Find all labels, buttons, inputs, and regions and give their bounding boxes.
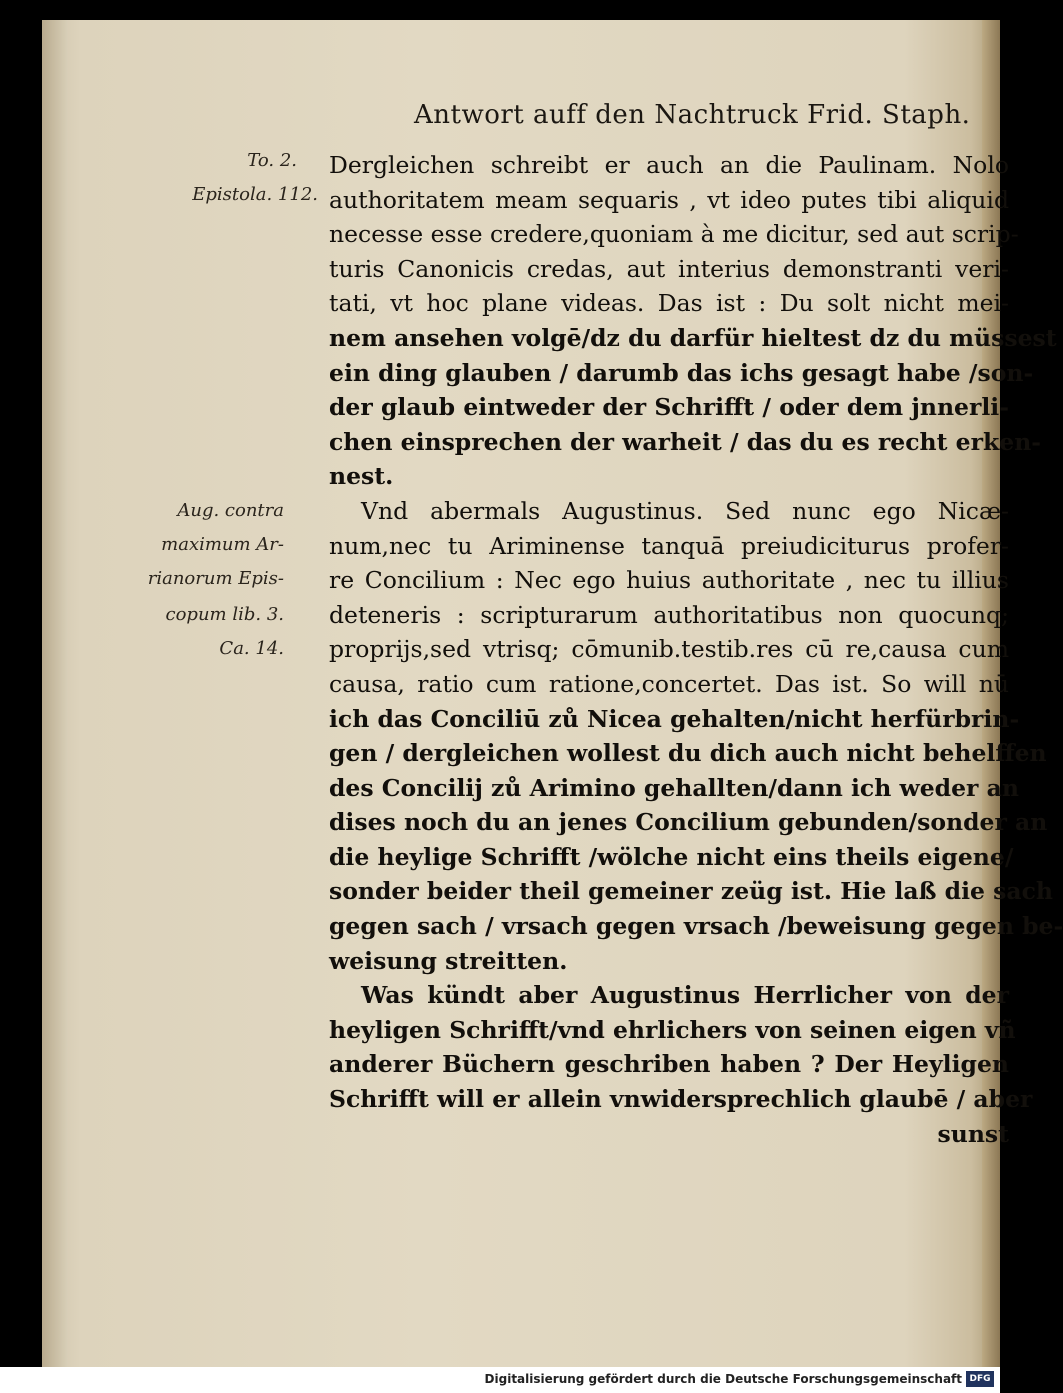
text-line: dises noch du an jenes Concilium gebunden/sonder an	[329, 808, 1048, 837]
text-line: ich das Conciliū zů Nicea gehalten/nicht herfürbrin-	[329, 704, 1020, 733]
main-text	[329, 148, 1063, 1151]
book-page	[42, 20, 1063, 1367]
text-line: die heylige Schrifft /wölche nicht eins theils eigene/	[329, 842, 1014, 871]
text-line: der glaub eintweder der Schrifft / oder dem jnnerli-	[329, 393, 1009, 422]
text-line: re Concilium : Nec ego huius authoritate , nec tu illius	[329, 566, 1009, 595]
text-line: tati, vt hoc plane videas. Das ist : Du solt nicht mei-	[329, 289, 1009, 318]
text-line: necesse esse credere,quoniam à me dicitur, sed aut scrip-	[329, 220, 1019, 249]
margin-note: copum lib. 3.	[165, 604, 284, 625]
text-line: gen / dergleichen wollest du dich auch nicht behelffen	[329, 739, 1047, 768]
margin-notes	[42, 20, 332, 1367]
text-line: ein ding glauben / darumb das ichs gesagt habe /son-	[329, 358, 1034, 387]
text-line: sonder beider theil gemeiner zeüg ist. Hie laß die sach	[329, 877, 1054, 906]
text-line: Schrifft will er allein vnwidersprechlich glaubē / aber	[329, 1085, 1033, 1114]
text-line: gegen sach / vrsach gegen vrsach /beweisung gegen be-	[329, 912, 1063, 941]
text-line: proprijs,sed vtrisq; cōmunib.testib.res cū re,causa cum	[329, 635, 1009, 664]
text-line: des Concilij zů Arimino gehallten/dann ich weder an	[329, 773, 1019, 802]
margin-note: rianorum Epis-	[147, 568, 284, 589]
text-line: Dergleichen schreibt er auch an die Paulinam. Nolo	[329, 151, 1009, 179]
text-line: nest.	[329, 462, 394, 491]
text-line: heyligen Schrifft/vnd ehrlichers von seinen eigen vñ	[329, 1015, 1016, 1044]
margin-note: maximum Ar-	[161, 534, 284, 555]
text-line: Was kündt aber Augustinus Herrlicher von der	[361, 981, 1009, 1010]
text-line: causa, ratio cum ratione,concertet. Das ist. So will nū	[329, 669, 1009, 698]
text-line: weisung streitten.	[329, 946, 568, 975]
dfg-logo-icon: DFG	[966, 1371, 994, 1387]
text-line: chen einsprechen der warheit / das du es recht erken-	[329, 427, 1042, 456]
text-line: authoritatem meam sequaris , vt ideo putes tibi aliquid	[329, 185, 1009, 214]
text-line: anderer Büchern geschriben haben ? Der Heyligen	[329, 1050, 1009, 1079]
margin-note: To. 2.	[247, 150, 297, 171]
margin-note: Ca. 14.	[219, 638, 284, 659]
margin-note: Aug. contra	[177, 500, 284, 521]
text-line: nem ansehen volgē/dz du darfür hieltest dz du müssest	[329, 323, 1057, 352]
digitization-footer	[0, 1367, 1000, 1393]
text-line: num,nec tu Ariminense tanquā preiudiciturus profer-	[329, 531, 1009, 560]
text-line: Vnd abermals Augustinus. Sed nunc ego Nicæ-	[361, 496, 1009, 525]
text-line: turis Canonicis credas, aut interius demonstranti veri-	[329, 254, 1009, 283]
running-header: Antwort auff den Nachtruck Frid. Staph.	[414, 100, 971, 130]
text-line: deteneris : scripturarum authoritatibus non quocunq;	[329, 600, 1009, 629]
margin-note: Epistola. 112.	[192, 184, 318, 205]
catchword: sunst	[937, 1119, 1009, 1148]
footer-credit: Digitalisierung gefördert durch die Deutsche Forschungsgemeinschaft	[484, 1372, 962, 1386]
